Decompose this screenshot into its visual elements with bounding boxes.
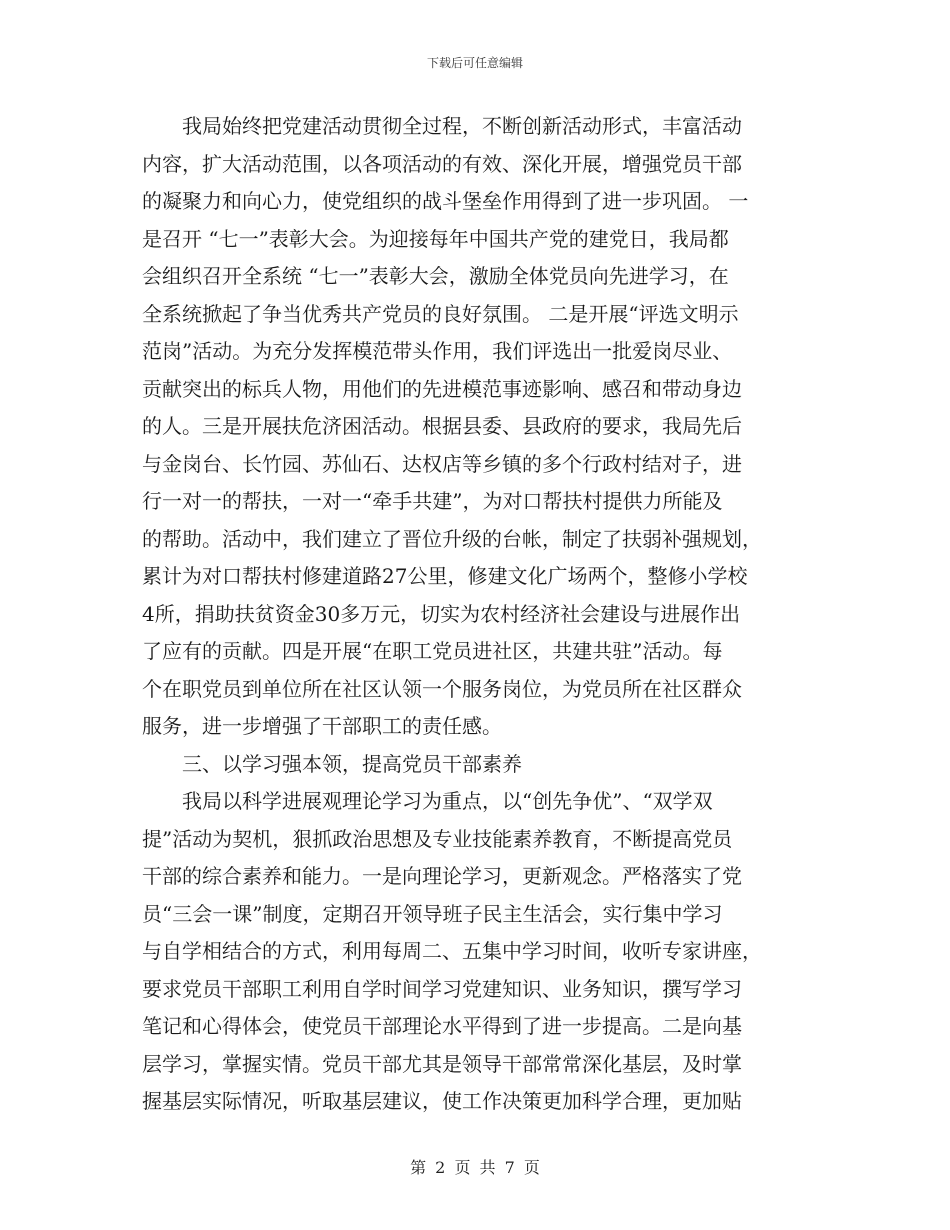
text-line: 的帮助。活动中，我们建立了晋位升级的台帐，制定了扶弱补强规划，: [142, 526, 762, 551]
text-line: 贡献突出的标兵人物，用他们的先进模范事迹影响、感召和带动身边: [142, 376, 742, 401]
text-line: 我局始终把党建活动贯彻全过程，不断创新活动形式，丰富活动: [142, 114, 742, 138]
text-line: 的凝聚力和向心力，使党组织的战斗堡垒作用得到了进一步巩固。 一: [142, 189, 749, 213]
section-heading: 三、以学习强本领，提高党员干部素养: [142, 751, 522, 776]
text-line: 会组织召开全系统 “七一”表彰大会，激励全体党员向先进学习，在: [142, 264, 729, 288]
text-line: 要求党员干部职工利用自学时间学习党建知识、业务知识，撰写学习: [142, 976, 742, 1001]
text-line: 内容，扩大活动范围，以各项活动的有效、深化开展，增强党员干部: [142, 151, 742, 176]
page-footer: 第 2 页 共 7 页: [410, 1158, 540, 1177]
text-line: 握基层实际情况，听取基层建议，使工作决策更加科学合理，更加贴: [142, 1089, 742, 1113]
text-line: 与自学相结合的方式，利用每周二、五集中学习时间，收听专家讲座，: [142, 939, 762, 963]
text-line: 员“三会一课”制度，定期召开领导班子民主生活会，实行集中学习: [142, 901, 723, 926]
page-header: 下载后可任意编辑: [426, 56, 523, 70]
text-line: 累计为对口帮扶村修建道路27公里，修建文化广场两个，整修小学校: [142, 564, 748, 588]
text-line: 层学习，掌握实情。党员干部尤其是领导干部常常深化基层，及时掌: [142, 1051, 742, 1076]
text-line: 笔记和心得体会，使党员干部理论水平得到了进一步提高。二是向基: [142, 1014, 742, 1038]
text-line: 服务，进一步增强了干部职工的责任感。: [142, 714, 502, 738]
document-body: [142, 108, 810, 1121]
text-line: 全系统掀起了争当优秀共产党员的良好氛围。 二是开展“评选文明示: [142, 301, 739, 326]
text-line: 与金岗台、长竹园、苏仙石、达权店等乡镇的多个行政村结对子，进: [142, 451, 742, 476]
text-line: 干部的综合素养和能力。一是向理论学习，更新观念。严格落实了党: [142, 864, 742, 888]
text-line: 4所，捐助扶贫资金30多万元，切实为农村经济社会建设与进展作出: [142, 601, 741, 626]
text-line: 的人。三是开展扶危济困活动。根据县委、县政府的要求，我局先后: [142, 414, 742, 438]
text-line: 了应有的贡献。四是开展“在职工党员进社区，共建共驻”活动。每: [142, 639, 723, 663]
text-line: 我局以科学进展观理论学习为重点，以“创先争优”、“双学双: [142, 789, 713, 813]
text-line: 是召开 “七一”表彰大会。为迎接每年中国共产党的建党日，我局都: [142, 226, 729, 251]
text-line: 行一对一的帮扶，一对一“牵手共建”，为对口帮扶村提供力所能及: [142, 489, 723, 513]
text-line: 个在职党员到单位所在社区认领一个服务岗位，为党员所在社区群众: [142, 676, 742, 701]
text-line: 范岗”活动。为充分发挥模范带头作用，我们评选出一批爱岗尽业、: [142, 339, 733, 363]
text-line: 提”活动为契机，狠抓政治思想及专业技能素养教育，不断提高党员: [142, 826, 733, 851]
